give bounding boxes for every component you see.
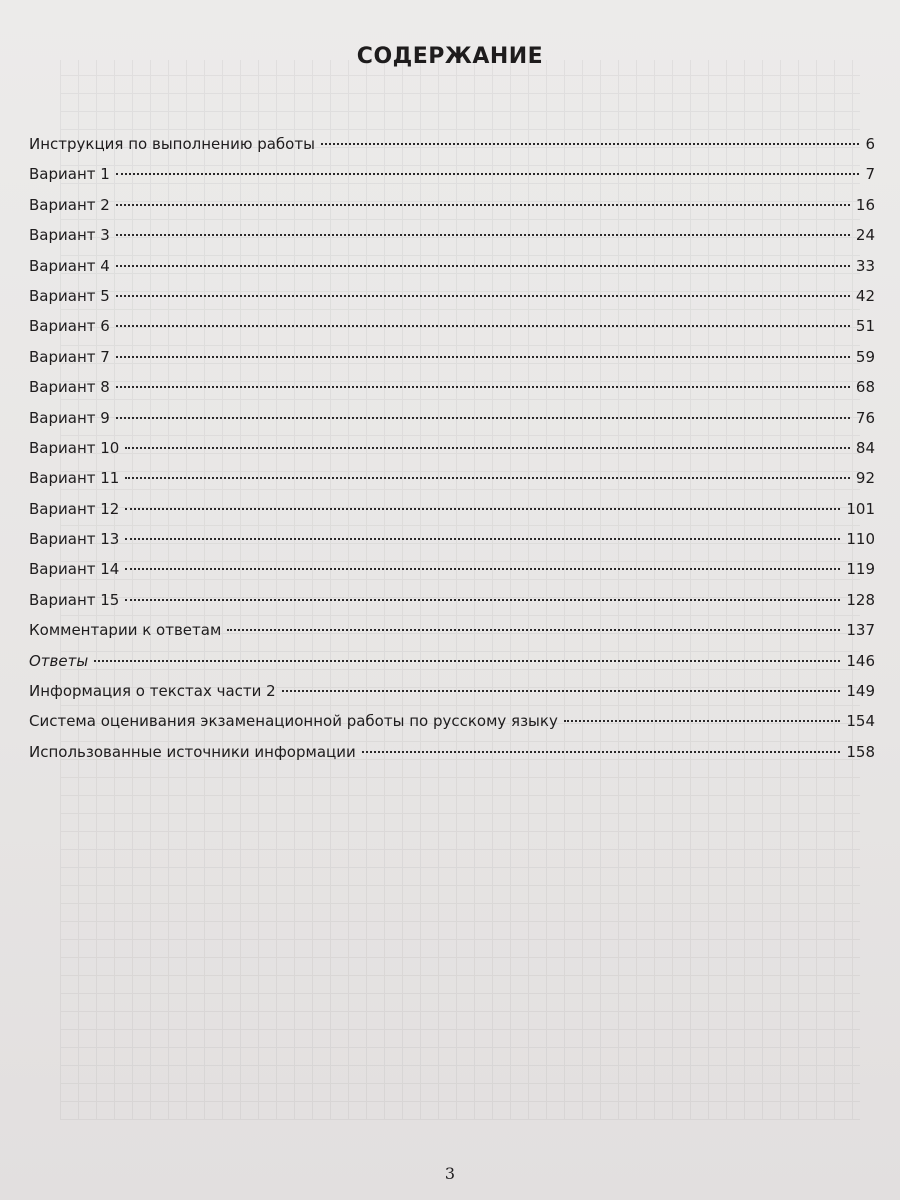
toc-entry-page: 76 <box>855 408 875 427</box>
toc-entry <box>29 403 875 433</box>
table-of-contents <box>29 129 875 767</box>
dot-leader <box>125 447 850 449</box>
toc-entry-label: Использованные источники информации <box>29 742 356 761</box>
toc-entry <box>29 372 875 402</box>
dot-leader <box>362 751 841 753</box>
toc-entry-label: Вариант 12 <box>29 499 120 518</box>
toc-entry <box>29 159 875 189</box>
toc-entry-label: Вариант 14 <box>29 560 120 579</box>
dot-leader <box>116 234 850 236</box>
dot-leader <box>125 477 850 479</box>
toc-entry-label: Вариант 2 <box>29 195 110 214</box>
toc-entry-page: 16 <box>855 195 875 214</box>
dot-leader <box>227 629 840 631</box>
toc-entry-page: 137 <box>846 621 875 640</box>
toc-entry <box>29 554 875 584</box>
toc-entry-label: Вариант 11 <box>29 469 120 488</box>
toc-entry <box>29 190 875 220</box>
dot-leader <box>125 538 840 540</box>
dot-leader <box>564 720 841 722</box>
toc-entry <box>29 524 875 554</box>
toc-entry-page: 128 <box>846 590 875 609</box>
toc-entry-label: Вариант 10 <box>29 438 120 457</box>
toc-entry-label: Вариант 6 <box>29 317 110 336</box>
toc-entry-page: 84 <box>855 438 875 457</box>
toc-entry-label: Вариант 15 <box>29 590 120 609</box>
toc-entry <box>29 129 875 159</box>
dot-leader <box>125 508 840 510</box>
toc-entry-page: 149 <box>846 682 875 701</box>
toc-entry <box>29 646 875 676</box>
toc-entry-page: 59 <box>855 347 875 366</box>
page-title: СОДЕРЖАНИЕ <box>356 44 544 69</box>
toc-entry-page: 92 <box>855 469 875 488</box>
toc-entry-label: Вариант 4 <box>29 256 110 275</box>
toc-entry <box>29 281 875 311</box>
toc-entry <box>29 494 875 524</box>
toc-entry-label: Система оценивания экзаменационной работы по русскому языку <box>29 712 558 731</box>
dot-leader <box>116 173 860 175</box>
dot-leader <box>94 660 840 662</box>
toc-entry <box>29 220 875 250</box>
toc-entry-page: 6 <box>865 135 875 153</box>
dot-leader <box>116 417 850 419</box>
dot-leader <box>116 265 850 267</box>
toc-entry-page: 110 <box>846 530 875 549</box>
toc-entry-label: Вариант 3 <box>29 226 110 245</box>
dot-leader <box>125 599 840 601</box>
toc-entry-label: Комментарии к ответам <box>29 621 222 640</box>
toc-entry <box>29 251 875 281</box>
dot-leader <box>116 204 850 206</box>
toc-entry <box>29 615 875 645</box>
toc-entry-page: 24 <box>855 226 875 245</box>
toc-entry-label: Вариант 13 <box>29 530 120 549</box>
toc-entry-label: Вариант 1 <box>29 165 110 184</box>
dot-leader <box>116 356 850 358</box>
dot-leader <box>116 295 850 297</box>
toc-entry <box>29 676 875 706</box>
toc-entry-label: Инструкция по выполнению работы <box>29 135 315 153</box>
toc-entry-page: 154 <box>846 712 875 731</box>
toc-entry-page: 68 <box>855 378 875 397</box>
toc-entry-page: 146 <box>846 651 875 670</box>
dot-leader <box>125 568 840 570</box>
toc-entry <box>29 311 875 341</box>
toc-entry-page: 101 <box>846 499 875 518</box>
toc-entry-label: Информация о текстах части 2 <box>29 682 276 701</box>
toc-entry-label: Вариант 5 <box>29 286 110 305</box>
toc-entry-label: Вариант 7 <box>29 347 110 366</box>
toc-entry <box>29 342 875 372</box>
toc-entry-page: 119 <box>846 560 875 579</box>
toc-entry-label: Ответы <box>29 651 89 670</box>
toc-entry-page: 7 <box>865 165 875 184</box>
toc-entry-page: 42 <box>855 286 875 305</box>
toc-entry <box>29 433 875 463</box>
toc-entry-page: 33 <box>855 256 875 275</box>
dot-leader <box>116 386 850 388</box>
toc-entry <box>29 706 875 736</box>
dot-leader <box>282 690 841 692</box>
toc-entry-label: Вариант 9 <box>29 408 110 427</box>
toc-entry <box>29 463 875 493</box>
page-number: 3 <box>444 1164 456 1183</box>
toc-entry <box>29 585 875 615</box>
toc-entry <box>29 737 875 767</box>
toc-entry-label: Вариант 8 <box>29 378 110 397</box>
dot-leader <box>116 325 850 327</box>
toc-entry-page: 51 <box>855 317 875 336</box>
toc-entry-page: 158 <box>846 742 875 761</box>
dot-leader <box>321 143 860 145</box>
